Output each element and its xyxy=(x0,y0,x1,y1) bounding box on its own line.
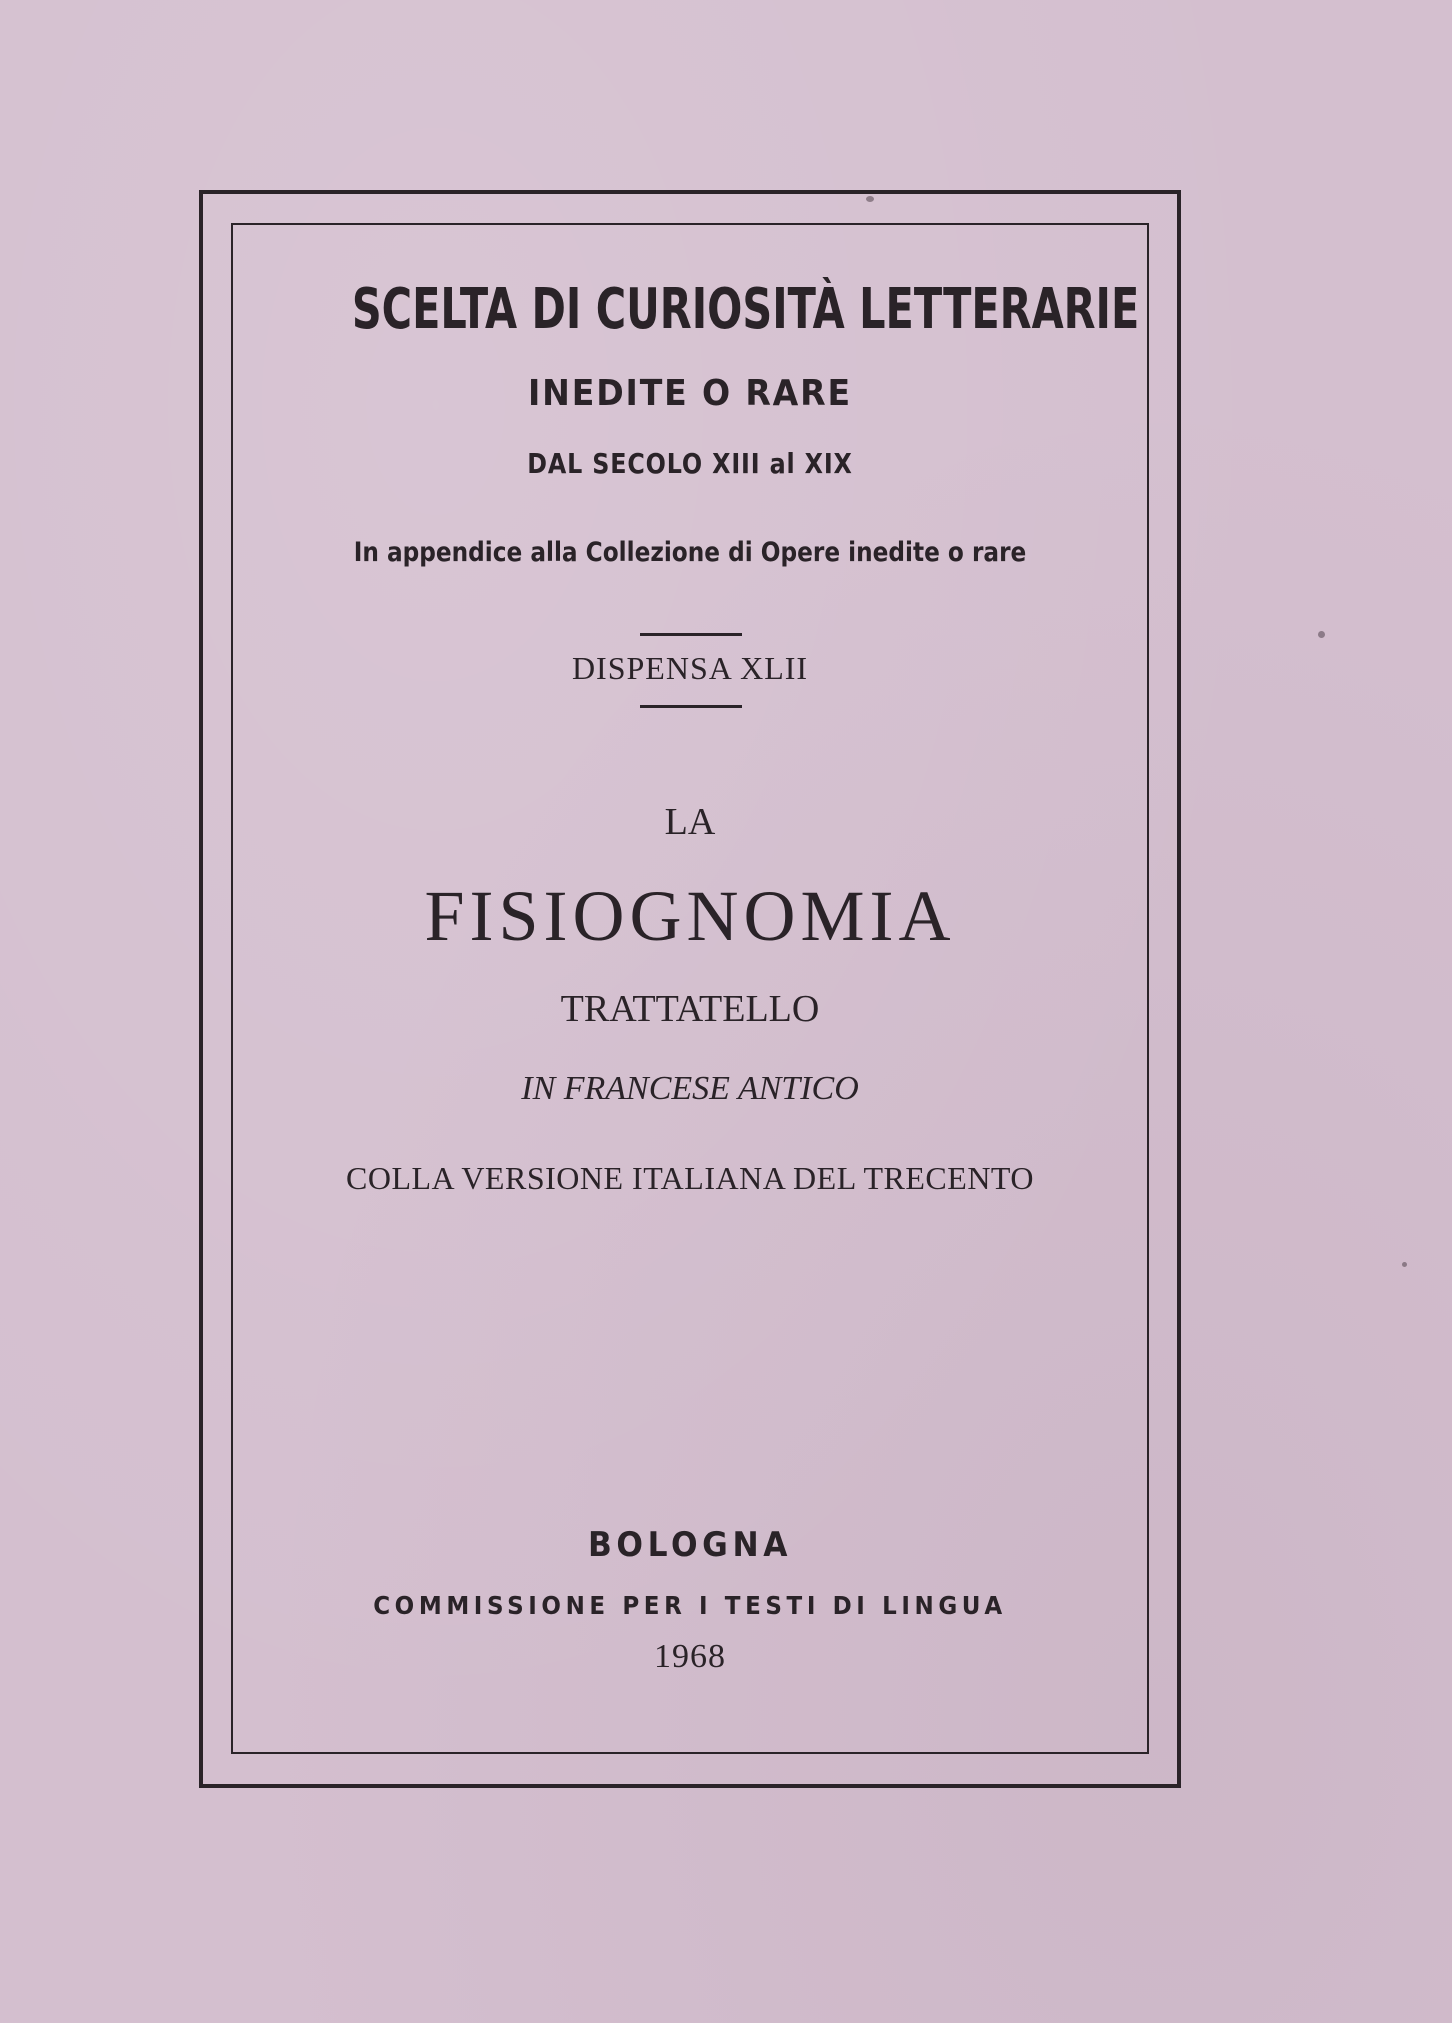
series-period: DAL SECOLO XIII al XIX xyxy=(527,447,853,480)
series-subtitle: INEDITE O RARE xyxy=(528,373,852,414)
appendix-note: In appendice alla Collezione di Opere inedite o rare xyxy=(353,537,1027,568)
divider-top xyxy=(640,633,742,636)
paper-speck xyxy=(1402,1262,1407,1267)
title-article: LA xyxy=(664,801,716,843)
publisher-name: COMMISSIONE PER I TESTI DI LINGUA xyxy=(373,1591,1007,1620)
cover-text-block xyxy=(233,225,1147,1752)
book-language: IN FRANCESE ANTICO xyxy=(521,1070,859,1107)
series-title: SCELTA DI CURIOSITÀ LETTERARIE xyxy=(351,277,1140,342)
publication-city: BOLOGNA xyxy=(587,1525,793,1565)
book-subtitle: TRATTATELLO xyxy=(560,988,820,1030)
divider-bottom xyxy=(640,705,742,708)
paper-speck xyxy=(1318,631,1325,638)
issue-number: DISPENSA XLII xyxy=(571,650,809,686)
book-version-note: COLLA VERSIONE ITALIANA DEL TRECENTO xyxy=(346,1160,1034,1196)
book-title: FISIOGNOMIA xyxy=(424,876,956,956)
publication-year: 1968 xyxy=(654,1638,726,1675)
